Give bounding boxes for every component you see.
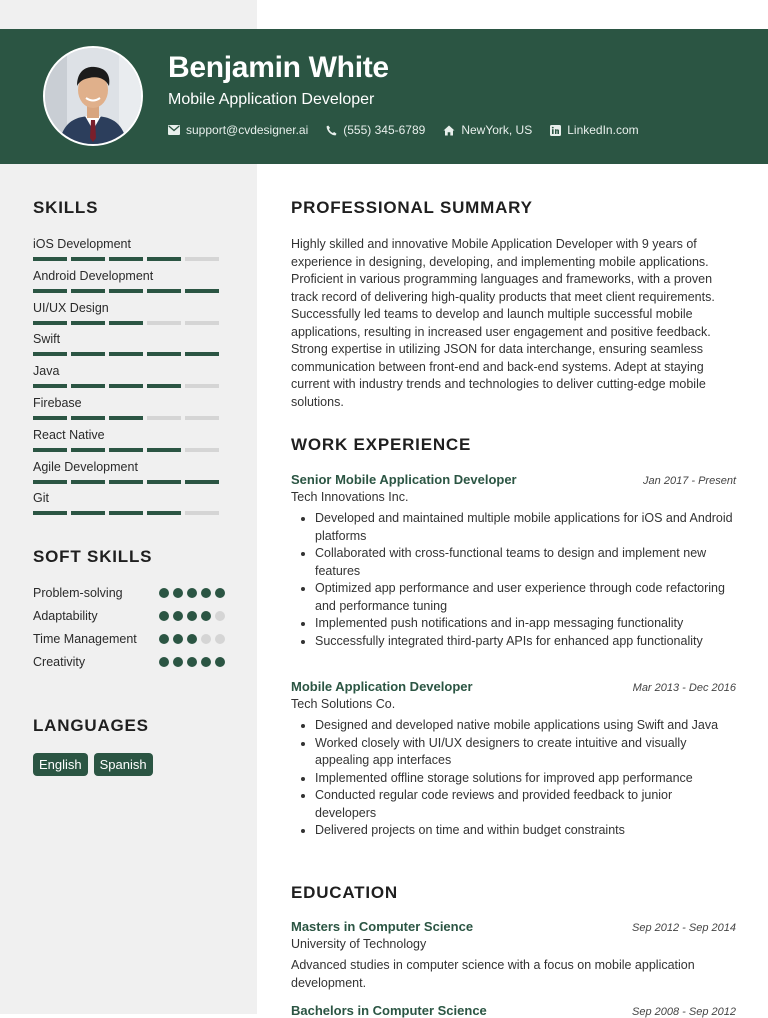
rating-dot bbox=[215, 611, 225, 621]
summary-text: Highly skilled and innovative Mobile Application Developer with 9 years of experience in designing, developing, and implementing mobile applications. Proficient in various programming languages and frameworks, with a proven track record of delivering high-quality products that meet client requirements. Successfully led teams to develop and launch multiple successful mobile applications, resulting in increased user engagement and positive feedback. Strong expertise in utilizing JSON for data interchange, ensuring seamless communication between front-end and back-end systems. Adept at staying current with industry trends and technologies to deliver cutting-edge mobile solutions. bbox=[291, 237, 715, 409]
skill-level-bar bbox=[33, 416, 223, 420]
rating-dot bbox=[159, 634, 169, 644]
job-dates: Mar 2013 - Dec 2016 bbox=[632, 682, 736, 694]
candidate-name: Benjamin White bbox=[168, 51, 389, 84]
skill-level-segment bbox=[185, 289, 219, 293]
skill-level-bar bbox=[33, 257, 223, 261]
soft-skill-rating bbox=[159, 657, 225, 667]
job-company: Tech Solutions Co. bbox=[291, 697, 396, 711]
skill-level-segment bbox=[147, 257, 181, 261]
contact-email[interactable] bbox=[168, 123, 308, 137]
skill-level-segment bbox=[185, 257, 219, 261]
rating-dot bbox=[215, 588, 225, 598]
job-bullets bbox=[291, 510, 736, 650]
languages-list bbox=[33, 753, 153, 776]
job-bullet: • Implemented offline storage solutions for improved app performance bbox=[315, 770, 736, 788]
rating-dot bbox=[215, 657, 225, 667]
skill-level-segment bbox=[147, 511, 181, 515]
contact-location bbox=[443, 123, 532, 137]
education-dates: Sep 2008 - Sep 2012 bbox=[632, 1006, 736, 1018]
education-entry bbox=[291, 1003, 736, 1018]
skill-name: Agile Development bbox=[33, 459, 138, 474]
soft-skill-item bbox=[33, 654, 225, 671]
skills-list bbox=[33, 236, 223, 522]
skill-level-segment bbox=[71, 352, 105, 356]
skill-name: Swift bbox=[33, 332, 61, 347]
skill-name: Java bbox=[33, 364, 60, 379]
skill-level-segment bbox=[109, 448, 143, 452]
rating-dot bbox=[159, 588, 169, 598]
contact-phone-text: (555) 345-6789 bbox=[343, 123, 426, 137]
skill-level-segment bbox=[71, 480, 105, 484]
skill-level-bar bbox=[33, 448, 223, 452]
skill-level-bar bbox=[33, 321, 223, 325]
skill-level-bar bbox=[33, 352, 223, 356]
skill-level-segment bbox=[147, 321, 181, 325]
skill-item bbox=[33, 363, 223, 395]
job-dates: Jan 2017 - Present bbox=[643, 475, 736, 487]
job-entry bbox=[291, 472, 736, 650]
contact-linkedin-text: LinkedIn.com bbox=[567, 123, 639, 137]
skill-level-bar bbox=[33, 289, 223, 293]
skill-level-segment bbox=[109, 384, 143, 388]
education-description: Advanced studies in computer science with a focus on mobile application development. bbox=[291, 958, 695, 990]
soft-skill-item bbox=[33, 585, 225, 602]
rating-dot bbox=[201, 588, 211, 598]
language-badge: Spanish bbox=[94, 753, 153, 776]
job-company: Tech Innovations Inc. bbox=[291, 490, 409, 504]
soft-skill-name: Adaptability bbox=[33, 609, 98, 623]
skill-level-segment bbox=[71, 289, 105, 293]
job-bullet: • Conducted regular code reviews and provided feedback to junior developers bbox=[315, 787, 736, 822]
job-bullet: • Developed and maintained multiple mobile applications for iOS and Android platforms bbox=[315, 510, 736, 545]
soft-skill-rating bbox=[159, 634, 225, 644]
soft-skills-list bbox=[33, 585, 225, 677]
degree-name: Bachelors in Computer Science bbox=[291, 1003, 487, 1018]
rating-dot bbox=[173, 657, 183, 667]
school-name: University of Technology bbox=[291, 937, 427, 951]
profile-photo bbox=[45, 48, 141, 144]
skill-level-segment bbox=[33, 352, 67, 356]
skill-level-segment bbox=[109, 352, 143, 356]
job-bullet: • Designed and developed native mobile applications using Swift and Java bbox=[315, 717, 736, 735]
experience-heading: WORK EXPERIENCE bbox=[291, 435, 472, 454]
soft-skill-name: Time Management bbox=[33, 632, 137, 646]
job-bullet: • Collaborated with cross-functional teams to design and implement new features bbox=[315, 545, 736, 580]
skill-level-segment bbox=[147, 289, 181, 293]
degree-name: Masters in Computer Science bbox=[291, 919, 474, 934]
job-role: Senior Mobile Application Developer bbox=[291, 472, 517, 487]
rating-dot bbox=[159, 657, 169, 667]
skill-level-segment bbox=[71, 416, 105, 420]
soft-skill-rating bbox=[159, 588, 225, 598]
skill-level-segment bbox=[109, 257, 143, 261]
education-entry bbox=[291, 919, 736, 992]
skill-level-segment bbox=[33, 384, 67, 388]
skill-name: React Native bbox=[33, 427, 105, 442]
languages-heading: LANGUAGES bbox=[33, 716, 149, 735]
rating-dot bbox=[187, 588, 197, 598]
skill-level-segment bbox=[33, 321, 67, 325]
skill-item bbox=[33, 427, 223, 459]
skill-level-segment bbox=[147, 480, 181, 484]
skill-level-segment bbox=[71, 321, 105, 325]
rating-dot bbox=[201, 611, 211, 621]
skill-item bbox=[33, 268, 223, 300]
skill-item bbox=[33, 395, 223, 427]
skill-level-segment bbox=[109, 321, 143, 325]
envelope-icon bbox=[168, 125, 180, 135]
rating-dot bbox=[187, 634, 197, 644]
soft-skill-item bbox=[33, 631, 225, 648]
rating-dot bbox=[173, 634, 183, 644]
skill-level-segment bbox=[33, 257, 67, 261]
soft-skill-rating bbox=[159, 611, 225, 621]
skill-level-segment bbox=[185, 384, 219, 388]
skill-level-segment bbox=[147, 448, 181, 452]
soft-skill-name: Problem-solving bbox=[33, 586, 123, 600]
skill-name: iOS Development bbox=[33, 237, 131, 251]
skill-level-segment bbox=[71, 257, 105, 261]
skill-level-segment bbox=[33, 416, 67, 420]
rating-dot bbox=[187, 657, 197, 667]
soft-skills-heading: SOFT SKILLS bbox=[33, 547, 153, 566]
skill-level-segment bbox=[71, 384, 105, 388]
job-entry bbox=[291, 679, 736, 840]
contact-bar bbox=[168, 123, 639, 137]
linkedin-icon bbox=[550, 125, 561, 136]
skill-level-segment bbox=[33, 480, 67, 484]
skill-level-segment bbox=[147, 416, 181, 420]
education-heading: EDUCATION bbox=[291, 883, 398, 902]
contact-phone[interactable] bbox=[326, 123, 425, 137]
avatar bbox=[43, 46, 143, 146]
skill-name: Android Development bbox=[33, 268, 154, 283]
skill-level-segment bbox=[147, 352, 181, 356]
skill-level-segment bbox=[109, 511, 143, 515]
skill-level-bar bbox=[33, 511, 223, 515]
skill-item bbox=[33, 459, 223, 491]
home-icon bbox=[443, 125, 455, 136]
contact-linkedin[interactable] bbox=[550, 123, 638, 137]
rating-dot bbox=[201, 634, 211, 644]
skill-level-segment bbox=[71, 511, 105, 515]
skill-item bbox=[33, 331, 223, 363]
soft-skill-name: Creativity bbox=[33, 655, 86, 669]
skill-level-segment bbox=[185, 352, 219, 356]
rating-dot bbox=[173, 588, 183, 598]
candidate-title: Mobile Application Developer bbox=[168, 91, 375, 108]
skill-level-segment bbox=[147, 384, 181, 388]
skill-level-segment bbox=[33, 289, 67, 293]
skill-level-segment bbox=[185, 511, 219, 515]
skill-name: UI/UX Design bbox=[33, 300, 109, 315]
job-bullet: • Implemented push notifications and in-app messaging functionality bbox=[315, 615, 736, 633]
skill-level-segment bbox=[109, 289, 143, 293]
job-bullet: • Delivered projects on time and within budget constraints bbox=[315, 822, 736, 840]
skill-item bbox=[33, 236, 223, 268]
skill-item bbox=[33, 300, 223, 332]
skill-level-bar bbox=[33, 480, 223, 484]
skill-level-segment bbox=[185, 480, 219, 484]
job-role: Mobile Application Developer bbox=[291, 679, 473, 694]
job-bullet: • Optimized app performance and user experience through code refactoring and performance tuning bbox=[315, 580, 736, 615]
skill-level-segment bbox=[185, 448, 219, 452]
education-dates: Sep 2012 - Sep 2014 bbox=[632, 922, 736, 934]
resume-header bbox=[0, 29, 768, 164]
contact-email-text: support@cvdesigner.ai bbox=[186, 123, 309, 137]
rating-dot bbox=[159, 611, 169, 621]
skill-level-segment bbox=[109, 480, 143, 484]
skill-item bbox=[33, 490, 223, 522]
skill-level-segment bbox=[33, 448, 67, 452]
job-bullets bbox=[291, 717, 736, 840]
rating-dot bbox=[187, 611, 197, 621]
rating-dot bbox=[215, 634, 225, 644]
soft-skill-item bbox=[33, 608, 225, 625]
rating-dot bbox=[173, 611, 183, 621]
skills-heading: SKILLS bbox=[33, 198, 99, 217]
phone-icon bbox=[326, 125, 337, 136]
language-badge: English bbox=[33, 753, 88, 776]
contact-location-text: NewYork, US bbox=[461, 123, 533, 137]
job-bullet: • Successfully integrated third-party APIs for enhanced app functionality bbox=[315, 633, 736, 651]
skill-level-bar bbox=[33, 384, 223, 388]
skill-level-segment bbox=[109, 416, 143, 420]
skill-level-segment bbox=[185, 321, 219, 325]
skill-level-segment bbox=[71, 448, 105, 452]
rating-dot bbox=[201, 657, 211, 667]
skill-name: Git bbox=[33, 491, 49, 506]
skill-name: Firebase bbox=[33, 395, 82, 410]
skill-level-segment bbox=[33, 511, 67, 515]
job-bullet: • Worked closely with UI/UX designers to create intuitive and visually appealing app interfaces bbox=[315, 735, 736, 770]
summary-heading: PROFESSIONAL SUMMARY bbox=[291, 198, 533, 217]
skill-level-segment bbox=[185, 416, 219, 420]
